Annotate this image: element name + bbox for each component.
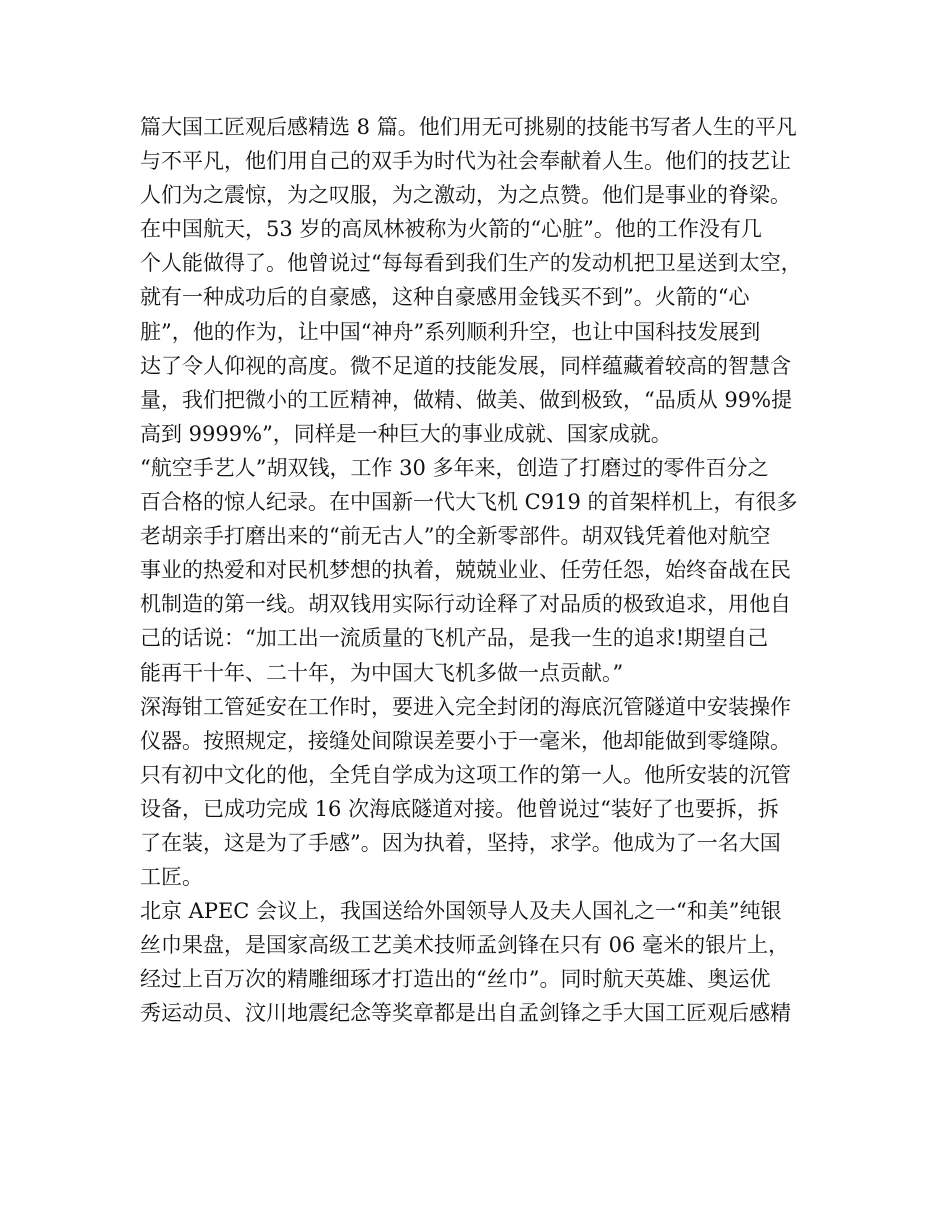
text-line: 在中国航天，53 岁的高凤林被称为火箭的“心脏”。他的工作没有几	[140, 217, 762, 242]
text-line: 经过上百万次的精雕细琢才打造出的“丝巾”。同时航天英雄、奥运优	[140, 967, 771, 992]
text-line: 仪器。按照规定，接缝处间隙误差要小于一毫米，他却能做到零缝隙。	[140, 728, 791, 753]
text-line: 秀运动员、汶川地震纪念等奖章都是出自孟剑锋之手大国工匠观后感精	[140, 1001, 791, 1026]
text-line: “航空手艺人”胡双钱，工作 30 多年来，创造了打磨过的零件百分之	[140, 455, 769, 480]
text-line: 能再干十年、二十年，为中国大飞机多做一点贡献。”	[140, 660, 624, 685]
text-line: 老胡亲手打磨出来的“前无古人”的全新零部件。胡双钱凭着他对航空	[140, 524, 771, 549]
text-line: 工匠。	[140, 865, 203, 890]
text-line: 北京 APEC 会议上，我国送给外国领导人及夫人国礼之一“和美”纯银	[140, 899, 782, 924]
text-line: 量，我们把微小的工匠精神，做精、做美、做到极致，“品质从 99%提	[140, 387, 793, 412]
text-line: 就有一种成功后的自豪感，这种自豪感用金钱买不到”。火箭的“心	[140, 285, 750, 310]
text-line: 高到 9999%”，同样是一种巨大的事业成就、国家成就。	[140, 421, 672, 446]
body-text	[140, 110, 812, 1031]
text-line: 机制造的第一线。胡双钱用实际行动诠释了对品质的极致追求，用他自	[140, 592, 791, 617]
text-line: 百合格的惊人纪录。在中国新一代大飞机 C919 的首架样机上，有很多	[140, 490, 798, 515]
text-line: 事业的热爱和对民机梦想的执着，兢兢业业、任劳任怨，始终奋战在民	[140, 558, 791, 583]
text-line: 达了令人仰视的高度。微不足道的技能发展，同样蕴藏着较高的智慧含	[140, 353, 791, 378]
text-line: 个人能做得了。他曾说过“每每看到我们生产的发动机把卫星送到太空，	[140, 251, 802, 276]
text-line: 设备，已成功完成 16 次海底隧道对接。他曾说过“装好了也要拆，拆	[140, 796, 779, 821]
text-line: 篇大国工匠观后感精选 8 篇。他们用无可挑剔的技能书写者人生的平凡	[140, 115, 797, 139]
text-line: 深海钳工管延安在工作时，要进入完全封闭的海底沉管隧道中安装操作	[140, 694, 791, 719]
text-line: 己的话说：“加工出一流质量的飞机产品，是我一生的追求!期望自己	[140, 626, 769, 651]
text-line: 脏”，他的作为，让中国“神舟”系列顺利升空，也让中国科技发展到	[140, 319, 761, 344]
text-line: 与不平凡，他们用自己的双手为时代为社会奉献着人生。他们的技艺让	[140, 149, 791, 174]
text-line: 只有初中文化的他，全凭自学成为这项工作的第一人。他所安装的沉管	[140, 762, 791, 787]
text-line: 丝巾果盘，是国家高级工艺美术技师孟剑锋在只有 06 毫米的银片上，	[140, 933, 790, 958]
text-line: 了在装，这是为了手感”。因为执着，坚持，求学。他成为了一名大国	[140, 830, 781, 855]
text-line: 人们为之震惊，为之叹服，为之激动，为之点赞。他们是事业的脊梁。	[140, 183, 791, 208]
